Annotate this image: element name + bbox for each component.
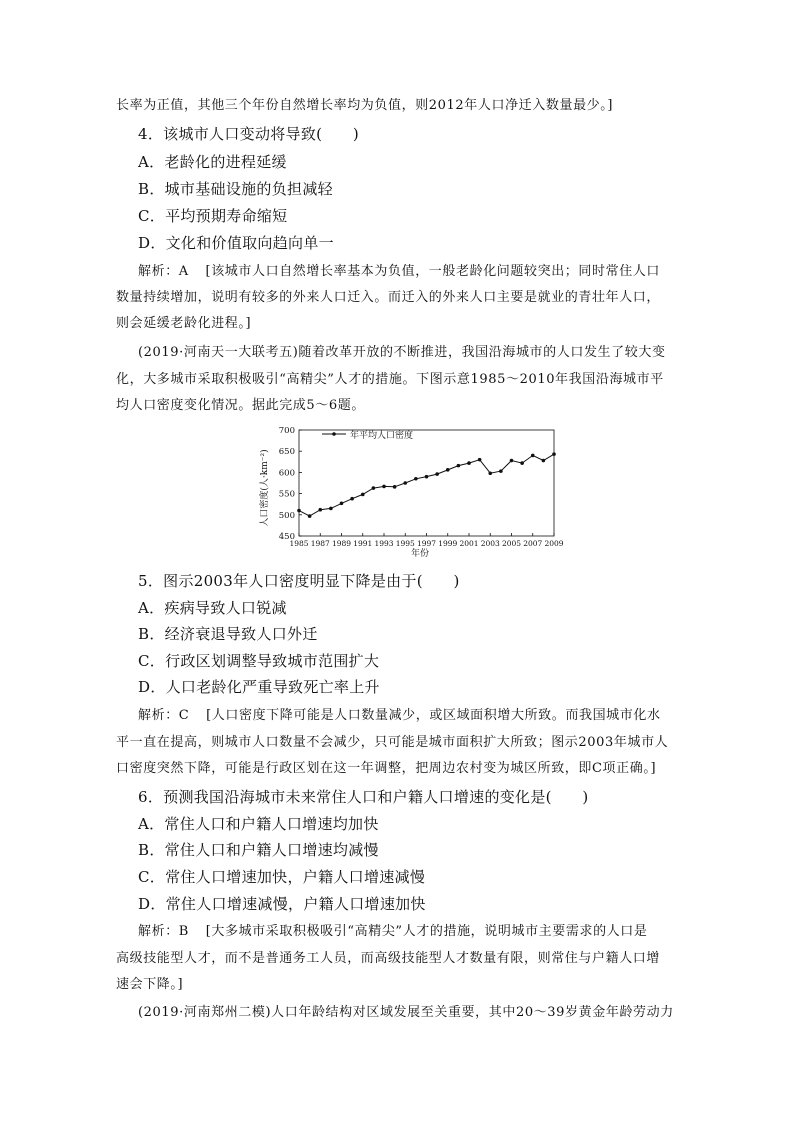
- x-tick-label: 2003: [480, 539, 500, 548]
- y-tick-label: 600: [278, 468, 295, 479]
- data-point: [467, 461, 471, 465]
- question-4-option-d: D．文化和价值取向趋向单一: [138, 234, 334, 252]
- y-tick-label: 700: [278, 426, 295, 436]
- y-axis-ticks: [279, 426, 302, 542]
- x-tick-label: 2005: [501, 539, 522, 548]
- passage-intro: (2019·河南郑州二模)人口年龄结构对区域发展至关重要，其中20～39岁黄金年龄劳动力: [138, 1005, 674, 1020]
- x-tick-label: 1989: [331, 539, 352, 548]
- answer-label: 解析：A: [138, 264, 189, 279]
- question-5-option-d: D．人口老龄化严重导致死亡率上升: [138, 678, 380, 696]
- question-6-option-a: A．常住人口和户籍人口增速均加快: [138, 815, 379, 833]
- question-6: 6．预测我国沿海城市未来常住人口和户籍人口增速的变化是( ): [138, 788, 589, 806]
- plot-frame: [299, 430, 554, 536]
- text-line: 均人口密度变化情况。据此完成5～6题。: [116, 398, 365, 413]
- data-point: [435, 472, 439, 476]
- data-point: [372, 486, 376, 490]
- data-point: [318, 508, 322, 512]
- x-tick-label: 1997: [416, 539, 437, 548]
- data-point: [393, 485, 397, 489]
- answer-4: [138, 262, 660, 282]
- x-axis-label: 年份: [410, 549, 430, 559]
- answer-label: 解析：B: [138, 924, 189, 939]
- data-point: [414, 477, 418, 481]
- data-point: [488, 471, 492, 475]
- answer-text: [人口密度下降可能是人口数量减少，或区域面积增大所致。而我国城市化水: [206, 708, 661, 723]
- x-tick-label: 2007: [523, 539, 543, 548]
- data-point: [361, 493, 365, 497]
- question-4-option-b: B．城市基础设施的负担减轻: [138, 180, 333, 198]
- text-line: 平一直在提高，则城市人口数量不会减少，只可能是城市面积扩大所致；图示2003年城市人: [116, 735, 669, 750]
- population-density-chart: [256, 420, 566, 560]
- data-point: [552, 452, 556, 456]
- y-axis-label: 人口密度(人·km⁻²): [260, 449, 270, 527]
- data-point: [340, 502, 344, 506]
- legend-marker: [332, 432, 336, 436]
- question-4-option-c: C．平均预期寿命缩短: [138, 207, 288, 225]
- text-line: 速会下降。]: [116, 977, 184, 992]
- x-tick-label: 1999: [438, 539, 458, 548]
- text-line: 化，大多城市采取积极吸引“高精尖”人才的措施。下图示意1985～2010年我国沿海城市平: [116, 372, 664, 387]
- y-tick-label: 650: [278, 447, 295, 458]
- data-point: [350, 497, 354, 501]
- x-axis-ticks: [289, 533, 563, 548]
- x-tick-label: 1991: [353, 539, 373, 548]
- y-tick-label: 450: [278, 532, 295, 542]
- data-point: [542, 459, 546, 463]
- text-line: 口密度突然下降，可能是行政区划在这一年调整，把周边农村变为城区所致，即C项正确。]: [116, 761, 657, 776]
- data-point: [446, 468, 450, 472]
- text-line: 高级技能型人才，而不是普通务工人员，而高级技能型人才数量有限，则常住与户籍人口增: [116, 951, 661, 966]
- y-tick-label: 550: [278, 489, 295, 500]
- answer-5: [138, 706, 661, 726]
- data-point: [308, 514, 312, 518]
- data-point: [403, 481, 407, 485]
- question-6-option-d: D．常住人口增速减慢，户籍人口增速加快: [138, 895, 426, 913]
- data-point: [520, 461, 524, 465]
- data-point: [425, 475, 429, 479]
- text-line: 则会延缓老龄化进程。]: [116, 316, 252, 331]
- data-point: [478, 458, 482, 462]
- data-point: [510, 459, 514, 463]
- data-point: [499, 469, 503, 473]
- x-tick-label: 1993: [374, 539, 394, 548]
- answer-text: [大多城市采取积极吸引“高精尖”人才的措施，说明城市主要需求的人口是: [205, 924, 648, 939]
- chart-axes: [299, 430, 554, 536]
- data-point: [531, 454, 535, 458]
- question-6-option-b: B．常住人口和户籍人口增速均减慢: [138, 841, 379, 859]
- question-5-option-b: B．经济衰退导致人口外迁: [138, 625, 318, 643]
- question-4: 4．该城市人口变动将导致( ): [138, 125, 360, 143]
- y-tick-label: 500: [278, 510, 295, 521]
- question-6-option-c: C．常住人口增速加快，户籍人口增速减慢: [138, 868, 426, 886]
- x-tick-label: 1985: [289, 539, 309, 548]
- passage-intro: (2019·河南天一大联考五)随着改革开放的不断推进，我国沿海城市的人口发生了较大变: [138, 345, 666, 360]
- question-4-option-a: A．老龄化的进程延缓: [138, 153, 287, 171]
- data-point: [329, 507, 333, 511]
- data-point: [382, 485, 386, 489]
- answer-text: [该城市人口自然增长率基本为负值，一般老龄化问题较突出；同时常住人口: [205, 264, 661, 279]
- x-tick-label: 1995: [395, 539, 415, 548]
- question-5-option-c: C．行政区划调整导致城市范围扩大: [138, 652, 380, 670]
- question-5: 5．图示2003年人口密度明显下降是由于( ): [138, 572, 460, 590]
- data-point: [297, 509, 301, 513]
- x-tick-label: 1987: [310, 539, 330, 548]
- answer-label: 解析：C: [138, 708, 190, 723]
- text-line: 数量持续增加，说明有较多的外来人口迁入。而迁入的外来人口主要是就业的青壮年人口，: [116, 290, 661, 305]
- text-line: 长率为正值，其他三个年份自然增长率均为负值，则2012年人口净迁入数量最少。]: [116, 98, 614, 113]
- answer-6: [138, 922, 647, 942]
- x-tick-label: 2001: [459, 539, 479, 548]
- question-5-option-a: A．疾病导致人口锐减: [138, 599, 287, 617]
- chart-legend: [322, 429, 413, 441]
- x-tick-label: 2009: [544, 539, 564, 548]
- series-line: [299, 454, 554, 516]
- chart-series: [297, 452, 556, 518]
- data-point: [457, 464, 461, 468]
- legend-label: 年平均人口密度: [350, 431, 414, 441]
